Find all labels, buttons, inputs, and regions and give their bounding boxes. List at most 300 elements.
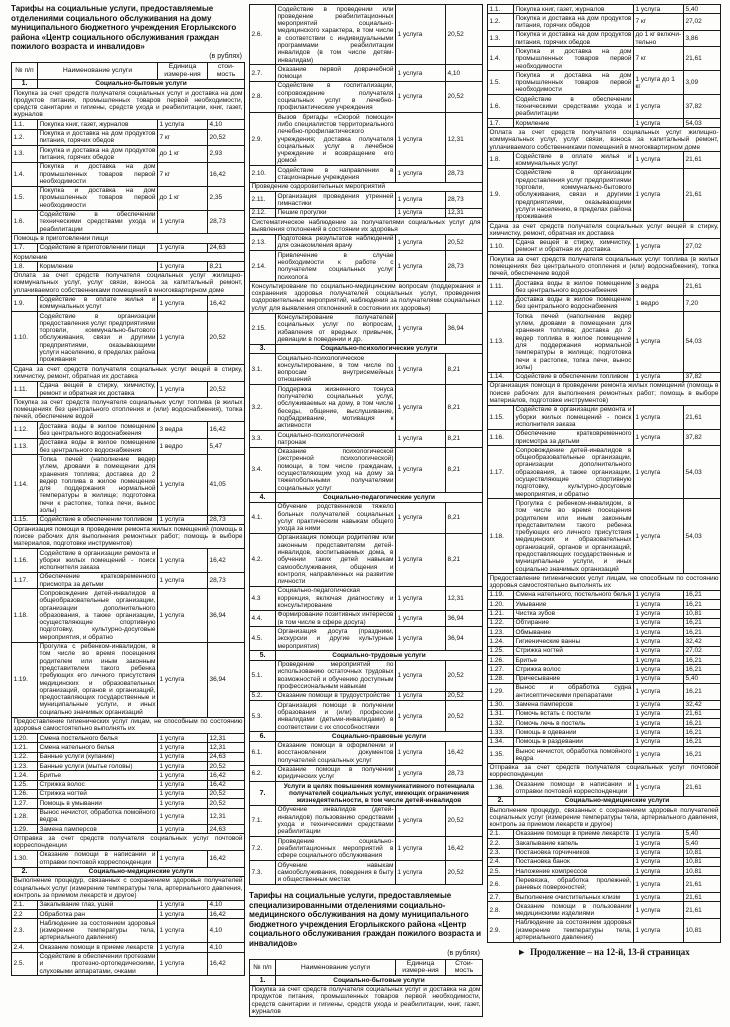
price-cell: 24,63	[208, 243, 245, 252]
service-name: Помощь в умывании	[38, 799, 158, 808]
tariff-table	[11, 62, 245, 976]
price-cell: 16,42	[446, 837, 483, 861]
price-cell: 37,82	[684, 95, 721, 119]
row-number: 1.6.	[488, 95, 514, 119]
price-cell: 28,73	[208, 210, 245, 234]
table-row	[12, 850, 245, 867]
note-text: Покупка за счет средств получателя социальных услуг и доставка на дом продуктов питания, промышленных товаров первой необходимости, средств санитарии и гигиены, средств ухода и реабилитации, книг, газет, журналов	[251, 986, 481, 1016]
price-cell: 21,61	[684, 47, 721, 71]
price-cell: 16,42	[446, 741, 483, 765]
table-row	[488, 119, 721, 128]
row-number: 1.10.	[488, 238, 514, 255]
price-cell: 21,61	[684, 152, 721, 169]
price-cell: 20,52	[208, 381, 245, 398]
row-number: 1.26.	[12, 789, 38, 798]
row-number: 1.23.	[488, 628, 514, 637]
table-row	[12, 398, 245, 422]
service-name: Топка печей (наполнение ведер углем, дровами в помещении для хранения топлива; доставка до 2 ведер топлива в жилое помещение для поддержания нормальной температуры в жилище; подготовка печи к растопке, топка печи, вынос золы)	[515, 312, 632, 371]
row-number: 1.15.	[12, 515, 38, 524]
price-cell: 21,61	[684, 405, 721, 429]
table-row	[250, 765, 483, 782]
section-title: Социально-бытовые услуги	[276, 976, 483, 985]
service-name: Содействие в обеспечении топливом	[514, 372, 634, 381]
price-cell: 21,61	[684, 780, 721, 797]
row-number: 2.8.	[250, 81, 276, 112]
unit-cell: 1 услуга	[634, 590, 684, 599]
table-row	[250, 732, 483, 741]
row-number: 1.27.	[12, 799, 38, 808]
unit-cell: 1 услуга	[158, 210, 208, 234]
table-row	[488, 674, 721, 683]
table-row	[250, 660, 483, 691]
table-row	[250, 251, 483, 282]
table-row	[488, 381, 721, 405]
unit-cell: 1 услуга	[396, 741, 446, 765]
row-number: 6.2.	[250, 765, 276, 782]
service-name: Социально-психологический патронаж	[276, 431, 396, 448]
price-cell: 21,61	[684, 902, 721, 919]
unit-cell: 1 услуга	[158, 515, 208, 524]
row-number: 1.28.	[12, 808, 38, 825]
row-number: 2.2.	[488, 839, 514, 848]
row-number: 1.25.	[488, 646, 514, 655]
row-number: 1.33.	[488, 728, 514, 737]
row-number: 1.20.	[12, 734, 38, 743]
price-cell: 16,21	[684, 628, 721, 637]
row-number: 5.3.	[250, 701, 276, 732]
service-name: Покупка книг, газет, журналов	[38, 120, 158, 129]
row-number: 2.15.	[250, 313, 276, 344]
table-row	[12, 312, 245, 365]
unit-cell: до 1 кг	[158, 146, 208, 163]
row-number: 1.6.	[12, 210, 38, 234]
table-row	[488, 618, 721, 627]
row-number: 1.15.	[488, 405, 514, 429]
unit-cell: 3 ведра	[634, 279, 684, 296]
service-name: Содействие в оплате жилья и коммунальных услуг	[39, 296, 156, 311]
row-number: 2.6.	[488, 876, 514, 893]
service-name: Сдача вещей в стирку, химчистку, ремонт и обратная их доставка	[39, 382, 156, 397]
service-name: Содействие в организации ремонта и уборки жилых помещений - поиск исполнителя заказа	[39, 549, 156, 572]
price-cell: 5,40	[684, 829, 721, 838]
unit-cell: 3 ведра	[158, 422, 208, 439]
price-cell: 20,52	[446, 81, 483, 112]
unit-cell: 1 услуга	[634, 95, 684, 119]
unit-cell: 1 услуга	[634, 646, 684, 655]
unit-cell: 1 услуга	[634, 429, 684, 446]
price-cell: 5,40	[684, 839, 721, 848]
price-cell: 3,09	[684, 71, 721, 95]
unit-cell: 1 услуга	[158, 780, 208, 789]
price-cell: 16,21	[684, 719, 721, 728]
table-row	[488, 405, 721, 429]
service-name: Доставка воды в жилое помещение без центрального водоснабжения	[39, 422, 156, 438]
table-row	[12, 789, 245, 798]
service-name: Причесывание	[514, 674, 634, 683]
table-row	[250, 65, 483, 82]
unit-cell: 1 услуга	[158, 295, 208, 312]
price-cell: 28,73	[208, 515, 245, 524]
table-row	[250, 81, 483, 112]
table-row	[488, 796, 721, 805]
unit-cell: 1 услуга	[158, 642, 208, 717]
service-name: Помощь в одевании	[514, 728, 634, 737]
unit-cell: 1 услуга	[158, 262, 208, 271]
table-row	[488, 902, 721, 919]
price-cell: 27,02	[684, 238, 721, 255]
unit-cell: 1 услуга	[158, 734, 208, 743]
document-title: Тарифы на социальные услуги, предоставляемые специализированными отделениями социально-медицинского обслуживания на дому муниципального бюджетного учреждения Егорлыкского района «Центр социального обслуживания граждан пожилого возраста и инвалидов»	[249, 890, 482, 948]
price-cell: 20,52	[446, 5, 483, 65]
unit-cell: 1 услуга	[158, 572, 208, 589]
table-row	[250, 234, 483, 251]
service-name: Покупка и доставка на дом промышленных товаров первой необходимости	[39, 187, 156, 209]
note-text: Оплата за счет средств получателя социальных услуг жилищно-коммунальных услуг, услуг связи, взноса за капитальный ремонт, уплачиваемого собственниками помещений в многоквартирном доме	[489, 128, 719, 151]
unit-cell: 1 услуга	[634, 372, 684, 381]
table-row	[250, 976, 483, 985]
row-number: 2.4.	[488, 857, 514, 866]
unit-cell: 1 услуга	[634, 848, 684, 857]
row-number: 2.4.	[12, 943, 38, 952]
service-name: Прогулка с ребенком-инвалидом, в том числе во время посещения родителем или иным законным представителем такого ребенка требующих его личного присутствия медицинских и образовательных организаций, органов и организаций, предоставляющих государственные и муниципальные услуги, и иных социально значимых организаций	[515, 499, 632, 573]
service-name: Оказание первой доврачебной помощи	[277, 65, 394, 81]
unit-cell: 1 услуга	[158, 743, 208, 752]
row-number: 1.8.	[12, 262, 38, 271]
service-name: Оказание помощи в пользовании медицинскими изделиями	[515, 902, 632, 918]
note-text: Консультирование по социально-медицинским вопросам (поддержания и сохранения здоровья получателей социальных услуг, проведения оздоровительных мероприятий, наблюдения за получателями социальных услуг для выявления отклонений в состоянии их здоровья)	[251, 282, 481, 312]
row-number: 6.1.	[250, 741, 276, 765]
service-name: Обтирание	[514, 618, 634, 627]
price-cell: 20,52	[208, 789, 245, 798]
unit-cell: 1 услуга	[158, 771, 208, 780]
row-number: 2.7.	[250, 65, 276, 82]
row-number: 1.1.	[488, 5, 514, 14]
service-name: Наложение компрессов	[514, 867, 634, 876]
unit-cell: 1 услуга	[634, 876, 684, 893]
unit-cell: 1 услуга	[396, 5, 446, 65]
unit-cell: 1 услуга	[634, 609, 684, 618]
table-row	[12, 762, 245, 771]
section-title: Социально-медицинские услуги	[38, 867, 245, 876]
price-cell: 28,73	[446, 166, 483, 183]
price-cell: 16,42	[208, 162, 245, 186]
unit-cell: 1 услуга	[158, 799, 208, 808]
price-cell: 5,40	[684, 5, 721, 14]
unit-cell: 1 услуга	[634, 312, 684, 372]
unit-cell: 1 услуга	[634, 499, 684, 574]
service-name: Оказание помощи в получении юридических услуг	[277, 766, 394, 781]
section-number: 1.	[250, 976, 276, 985]
table-row	[488, 893, 721, 902]
table-row	[12, 808, 245, 825]
table-row	[488, 128, 721, 152]
note-text: Покупка за счет средств получателя социальных услуг топлива (в жилых помещениях без центрального отопления и (или) водоснабжения), топка печей, обеспечение водой	[489, 255, 719, 278]
row-number: 1.3.	[488, 30, 514, 47]
row-number: 1.29.	[488, 683, 514, 700]
row-number: 2.6.	[250, 5, 276, 65]
note-text: Сдача за счет средств получателя социальных услуг вещей в стирку, химчистку, ремонт, обратная их доставка	[489, 222, 719, 237]
table-row	[488, 95, 721, 119]
section-number: 2.	[488, 796, 514, 805]
row-number: 1.3.	[12, 146, 38, 163]
unit-cell: 1 услуга	[634, 728, 684, 737]
table-row	[488, 499, 721, 574]
price-cell: 20,52	[446, 701, 483, 732]
table-row	[488, 728, 721, 737]
row-number: 1.31.	[488, 709, 514, 718]
row-number: 1.26.	[488, 656, 514, 665]
table-row	[488, 152, 721, 169]
table-row	[12, 734, 245, 743]
service-name: Привлечение в случае необходимости к работе с получателем социальных услуг психолога	[277, 251, 394, 281]
section-number: 4.	[250, 493, 276, 502]
row-number: 1.22.	[488, 618, 514, 627]
section-title: Социально-правовые услуги	[276, 732, 483, 741]
unit-cell: 1 услуга	[634, 152, 684, 169]
unit-cell: 1 услуга	[396, 805, 446, 836]
service-name: Покупка и доставка на дом продуктов питания, горячих обедов	[39, 146, 156, 161]
table-row	[488, 780, 721, 797]
price-cell: 32,42	[684, 637, 721, 646]
service-name: Кормление	[38, 262, 158, 271]
table-row	[12, 146, 245, 163]
unit-cell: 1 услуга	[634, 829, 684, 838]
table-row	[12, 834, 245, 851]
row-number: 1.18.	[12, 589, 38, 642]
price-cell: 20,52	[208, 312, 245, 365]
unit-cell: 1 услуга	[634, 839, 684, 848]
row-number: 1.24.	[12, 771, 38, 780]
row-number: 1.20.	[488, 600, 514, 609]
unit-cell: 1 услуга	[396, 65, 446, 82]
table-row	[12, 867, 245, 876]
unit-cell: 1 услуга	[158, 455, 208, 515]
service-name: Проведение мероприятий по использованию остаточных трудовых возможностей и обучению доступным профессиональным навыкам	[277, 661, 394, 691]
price-cell: 12,31	[208, 734, 245, 743]
row-number: 1.18.	[488, 499, 514, 574]
table-row	[250, 837, 483, 861]
table-row	[488, 747, 721, 764]
unit-cell: 1 услуга	[158, 919, 208, 943]
row-number: 4.3	[250, 586, 276, 610]
table-row	[250, 627, 483, 651]
unit-cell: 1 услуга	[396, 113, 446, 166]
service-name: Покупка книг, газет, журналов	[514, 5, 634, 14]
table-row	[488, 683, 721, 700]
service-name: Вынос и обработка судна антисептическими препаратами	[515, 684, 632, 699]
table-row	[12, 210, 245, 234]
service-name: Оказание помощи в оформлении и восстановлении документов получателей социальных услуг	[277, 742, 394, 764]
service-name: Доставка воды в жилое помещение без центрального водоснабжения	[515, 296, 632, 311]
table-row	[488, 700, 721, 709]
price-cell: 8,21	[446, 431, 483, 448]
row-number: 2.9.	[250, 113, 276, 166]
service-name: Организация помощи родителям или законным представителям детей-инвалидов, воспитываемых дома, в обучении таких детей навыкам самообслуживания, общения и контроля, направленных на развитие личности	[277, 534, 394, 586]
service-name: Обучение инвалидов (детей-инвалидов) пользованию средствами ухода и техническими средствами реабилитации	[277, 806, 394, 836]
row-number: 1.30.	[12, 850, 38, 867]
service-name: Помочь встать с постели	[514, 709, 634, 718]
table-row	[12, 549, 245, 573]
unit-cell: 1 услуга	[396, 354, 446, 385]
row-number: 1.4.	[488, 47, 514, 71]
price-cell: 41,05	[208, 455, 245, 515]
price-cell: 16,42	[208, 422, 245, 439]
price-cell: 2,35	[208, 186, 245, 210]
row-number: 2.5.	[12, 952, 38, 976]
table-row	[12, 365, 245, 382]
row-number: 1.22.	[12, 752, 38, 761]
table-row	[12, 120, 245, 129]
table-row	[250, 431, 483, 448]
table-row	[488, 867, 721, 876]
section-number: 5.	[250, 651, 276, 660]
table-row	[250, 805, 483, 836]
price-cell: 10,81	[684, 848, 721, 857]
row-number: 1.12.	[488, 295, 514, 312]
service-name: Наблюдение за состоянием здоровья (измерение температуры тела, артериального давления)	[39, 919, 156, 942]
price-cell: 37,82	[684, 429, 721, 446]
unit-cell: 1 услуга	[158, 850, 208, 867]
service-name: Постановка банок	[514, 857, 634, 866]
table-row	[250, 959, 483, 976]
price-cell: 4,10	[208, 919, 245, 943]
note-text: Предоставление гигиенических услуг лицам, не способным по состоянию здоровья самостоятельно выполнять их	[489, 574, 719, 590]
unit-cell: 1 услуга	[396, 251, 446, 282]
price-cell: 16,42	[208, 910, 245, 919]
price-cell: 21,61	[684, 168, 721, 221]
price-cell: 8,21	[446, 502, 483, 533]
price-cell: 20,52	[208, 762, 245, 771]
section-number: 6.	[250, 732, 276, 741]
table-row	[250, 192, 483, 209]
table-row	[250, 586, 483, 610]
unit-cell: 1 услуга	[634, 709, 684, 718]
service-name: Стрижка ногтей	[38, 789, 158, 798]
table-row	[12, 234, 245, 243]
price-cell: 20,52	[446, 861, 483, 885]
note-text: Помощь в приготовлении пищи	[12, 234, 245, 243]
header-unit: Единица измере-ния	[158, 62, 208, 79]
unit-cell: 1 услуга	[634, 628, 684, 637]
service-name: Закапывание глаз, ушей	[38, 900, 158, 909]
header-price: стои-мость	[208, 62, 245, 79]
table-row	[488, 446, 721, 499]
price-cell: 16,42	[208, 780, 245, 789]
unit-cell: 7 кг	[634, 47, 684, 71]
note-text: Кормление	[12, 253, 245, 262]
row-number: 1.32.	[488, 719, 514, 728]
note-text: Предоставление гигиенических услуг лицам, не способным по состоянию здоровья самостоятельно выполнять их	[13, 718, 243, 733]
service-name: Доставка воды в жилое помещение без центрального водоснабжения	[515, 279, 632, 294]
service-name: Обработка ран	[38, 910, 158, 919]
table-row	[250, 610, 483, 627]
row-number: 4.5.	[250, 627, 276, 651]
row-number: 3.1.	[250, 354, 276, 385]
price-cell: 28,73	[446, 192, 483, 209]
service-name: Замена памперсов	[38, 825, 158, 834]
service-name: Социально-педагогическая коррекция, включая диагностику и консультирование	[277, 587, 394, 610]
row-number: 1.29.	[12, 825, 38, 834]
table-row	[12, 771, 245, 780]
row-number: 1.14.	[488, 372, 514, 381]
service-name: Стрижка волос	[514, 665, 634, 674]
table-row	[12, 525, 245, 549]
row-number: 2.12.	[250, 208, 276, 217]
row-number: 1.28.	[488, 674, 514, 683]
unit-cell: 1 услуга	[158, 825, 208, 834]
service-name: Оказание помощи в трудоустройстве	[276, 691, 396, 700]
row-number: 2.1.	[12, 900, 38, 909]
row-number: 7.1.	[250, 805, 276, 836]
service-name: Гигиенические ванны	[514, 637, 634, 646]
section-title: Социально-трудовые услуги	[276, 651, 483, 660]
service-name: Содействие в организации предоставления услуг предприятиями торговли, коммунально-бытового обслуживания, связи и другими предприятиями, оказывающими услуги населению, в пределах района проживания	[39, 312, 156, 364]
price-cell: 20,52	[446, 691, 483, 700]
row-number: 3.3.	[250, 431, 276, 448]
service-name: Обеспечение кратковременного присмотра за детьми	[39, 573, 156, 588]
price-cell: 16,21	[684, 590, 721, 599]
service-name: Наблюдение за состоянием здоровья (измерение температуры тела, артериального давления)	[515, 919, 632, 942]
section-number: 1.	[12, 79, 38, 88]
note-text: Покупка за счет средств получателя социальных услуг топлива (в жилых помещениях без центрального отопления и (или) водоснабжения), топка печей, обеспечение водой	[13, 398, 243, 421]
unit-cell: 1 услуга	[396, 447, 446, 493]
unit-cell: 1 услуга	[396, 533, 446, 586]
unit-cell: 1 ведро	[158, 438, 208, 455]
row-number: 1.36.	[488, 780, 514, 797]
table-row	[488, 709, 721, 718]
row-number: 3.2.	[250, 385, 276, 431]
table-row	[12, 780, 245, 789]
note-text: Оплата за счет средств получателя социальных услуг жилищно-коммунальных услуг, услуг связи, взноса за капитальный ремонт, уплачиваемого собственниками помещений в многоквартирном доме	[13, 272, 243, 294]
price-cell: 16,42	[208, 771, 245, 780]
service-name: Содействие в обеспечении техническими средствами ухода и реабилитации	[39, 211, 156, 233]
table-row	[250, 208, 483, 217]
price-cell: 16,21	[684, 600, 721, 609]
table-row	[12, 952, 245, 976]
price-cell: 20,52	[208, 799, 245, 808]
row-number: 2.9.	[488, 918, 514, 942]
price-cell: 16,21	[684, 665, 721, 674]
service-name: Бритье	[514, 656, 634, 665]
unit-cell: 1 услуга	[158, 381, 208, 398]
table-row	[250, 282, 483, 313]
price-cell: 16,21	[684, 728, 721, 737]
table-row	[488, 609, 721, 618]
service-name: Закапывание капель	[514, 839, 634, 848]
table-row	[488, 574, 721, 591]
table-row	[488, 312, 721, 372]
unit-cell: 1 услуга	[634, 600, 684, 609]
price-cell: 28,73	[208, 572, 245, 589]
row-number: 5.2.	[250, 691, 276, 700]
service-name: Помочь лечь в постель	[514, 719, 634, 728]
continuation-footer	[487, 947, 720, 958]
table-row	[12, 243, 245, 252]
table-row	[12, 642, 245, 717]
table-row	[12, 910, 245, 919]
row-number: 4.4.	[250, 610, 276, 627]
row-number: 1.21.	[488, 609, 514, 618]
table-row	[488, 429, 721, 446]
table-row	[488, 238, 721, 255]
row-number: 3.4.	[250, 447, 276, 493]
section-title: Услуги в целях повышения коммуникативного потенциала получателей социальных услуг, имеющих ограничения жизнедеятельности, в том числе детей-инвалидов	[276, 782, 483, 806]
price-cell: 28,73	[446, 765, 483, 782]
price-cell: 16,42	[208, 549, 245, 573]
unit-cell: 1 услуга	[396, 208, 446, 217]
service-name: Прогулка с ребенком-инвалидом, в том числе во время посещения родителем или иным законным представителем такого ребенка требующих его личного присутствия медицинских и образовательных организаций, органов и организаций, предоставляющих государственные и муниципальные услуги, и иных социально значимых организаций	[39, 643, 156, 716]
table-row	[12, 943, 245, 952]
